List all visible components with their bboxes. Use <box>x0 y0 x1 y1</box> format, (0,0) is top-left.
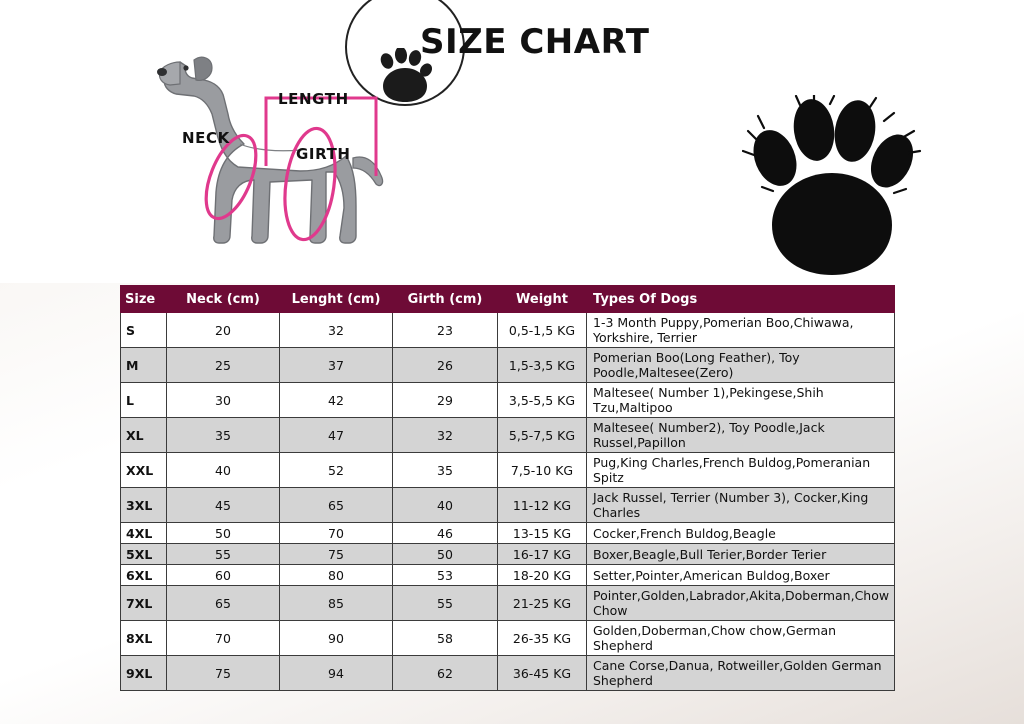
cell-neck: 35 <box>167 418 280 453</box>
cell-types: Boxer,Beagle,Bull Terier,Border Terier <box>587 544 895 565</box>
cell-types: Maltesee( Number 1),Pekingese,Shih Tzu,Maltipoo <box>587 383 895 418</box>
cell-length: 80 <box>280 565 393 586</box>
cell-length: 42 <box>280 383 393 418</box>
table-row <box>121 383 895 418</box>
cell-types: Cocker,French Buldog,Beagle <box>587 523 895 544</box>
table-row <box>121 453 895 488</box>
th-girth: Girth (cm) <box>393 286 498 313</box>
length-label: LENGTH <box>278 90 349 108</box>
table-row <box>121 586 895 621</box>
cell-size: 5XL <box>121 544 167 565</box>
cell-weight: 21-25 KG <box>498 586 587 621</box>
cell-size: S <box>121 313 167 348</box>
cell-size: 4XL <box>121 523 167 544</box>
cell-length: 52 <box>280 453 393 488</box>
cell-types: Golden,Doberman,Chow chow,German Shepherd <box>587 621 895 656</box>
cell-types: Jack Russel, Terrier (Number 3), Cocker,King Charles <box>587 488 895 523</box>
cell-girth: 23 <box>393 313 498 348</box>
cell-length: 85 <box>280 586 393 621</box>
cell-girth: 40 <box>393 488 498 523</box>
cell-neck: 30 <box>167 383 280 418</box>
cell-girth: 62 <box>393 656 498 691</box>
cell-weight: 11-12 KG <box>498 488 587 523</box>
th-size: Size <box>121 286 167 313</box>
th-length: Lenght (cm) <box>280 286 393 313</box>
cell-length: 94 <box>280 656 393 691</box>
cell-size: L <box>121 383 167 418</box>
cell-weight: 16-17 KG <box>498 544 587 565</box>
cell-weight: 1,5-3,5 KG <box>498 348 587 383</box>
table-row <box>121 565 895 586</box>
table-row <box>121 313 895 348</box>
cell-neck: 50 <box>167 523 280 544</box>
cell-weight: 0,5-1,5 KG <box>498 313 587 348</box>
cell-girth: 46 <box>393 523 498 544</box>
cell-types: Pointer,Golden,Labrador,Akita,Doberman,Chow Chow <box>587 586 895 621</box>
cell-weight: 3,5-5,5 KG <box>498 383 587 418</box>
cell-length: 75 <box>280 544 393 565</box>
cell-neck: 20 <box>167 313 280 348</box>
size-chart-table <box>120 285 895 691</box>
cell-girth: 58 <box>393 621 498 656</box>
cell-length: 70 <box>280 523 393 544</box>
cell-types: Cane Corse,Danua, Rotweiller,Golden German Shepherd <box>587 656 895 691</box>
cell-girth: 32 <box>393 418 498 453</box>
cell-types: Maltesee( Number2), Toy Poodle,Jack Russel,Papillon <box>587 418 895 453</box>
cell-types: 1-3 Month Puppy,Pomerian Boo,Chiwawa, Yorkshire, Terrier <box>587 313 895 348</box>
cell-size: 9XL <box>121 656 167 691</box>
cell-girth: 35 <box>393 453 498 488</box>
cell-size: 7XL <box>121 586 167 621</box>
cell-length: 37 <box>280 348 393 383</box>
cell-size: 8XL <box>121 621 167 656</box>
cell-weight: 18-20 KG <box>498 565 587 586</box>
cell-weight: 13-15 KG <box>498 523 587 544</box>
cell-size: XL <box>121 418 167 453</box>
table-row <box>121 418 895 453</box>
cell-length: 47 <box>280 418 393 453</box>
table-row <box>121 621 895 656</box>
th-types-of-dogs: Types Of Dogs <box>587 286 895 313</box>
table-body <box>121 313 895 691</box>
cell-size: 6XL <box>121 565 167 586</box>
cell-neck: 45 <box>167 488 280 523</box>
dog-illustration <box>150 40 430 280</box>
cell-types: Pug,King Charles,French Buldog,Pomeranian Spitz <box>587 453 895 488</box>
cell-girth: 26 <box>393 348 498 383</box>
girth-label: GIRTH <box>296 145 351 163</box>
paw-print-icon <box>742 95 922 285</box>
size-table-container <box>120 285 895 691</box>
table-header <box>121 286 895 313</box>
cell-neck: 65 <box>167 586 280 621</box>
cell-size: M <box>121 348 167 383</box>
cell-neck: 70 <box>167 621 280 656</box>
cell-girth: 55 <box>393 586 498 621</box>
cell-neck: 75 <box>167 656 280 691</box>
cell-weight: 26-35 KG <box>498 621 587 656</box>
neck-label: NECK <box>182 129 230 147</box>
cell-girth: 50 <box>393 544 498 565</box>
th-neck: Neck (cm) <box>167 286 280 313</box>
table-header-row <box>121 286 895 313</box>
table-row <box>121 544 895 565</box>
cell-neck: 25 <box>167 348 280 383</box>
cell-neck: 40 <box>167 453 280 488</box>
cell-girth: 53 <box>393 565 498 586</box>
cell-girth: 29 <box>393 383 498 418</box>
cell-length: 90 <box>280 621 393 656</box>
cell-neck: 60 <box>167 565 280 586</box>
table-row <box>121 523 895 544</box>
cell-weight: 7,5-10 KG <box>498 453 587 488</box>
cell-size: 3XL <box>121 488 167 523</box>
table-row <box>121 348 895 383</box>
th-weight: Weight <box>498 286 587 313</box>
cell-types: Setter,Pointer,American Buldog,Boxer <box>587 565 895 586</box>
table-row <box>121 656 895 691</box>
page-title: SIZE CHART <box>420 22 650 62</box>
cell-length: 32 <box>280 313 393 348</box>
cell-weight: 5,5-7,5 KG <box>498 418 587 453</box>
cell-size: XXL <box>121 453 167 488</box>
cell-neck: 55 <box>167 544 280 565</box>
cell-types: Pomerian Boo(Long Feather), Toy Poodle,Maltesee(Zero) <box>587 348 895 383</box>
table-row <box>121 488 895 523</box>
cell-length: 65 <box>280 488 393 523</box>
cell-weight: 36-45 KG <box>498 656 587 691</box>
